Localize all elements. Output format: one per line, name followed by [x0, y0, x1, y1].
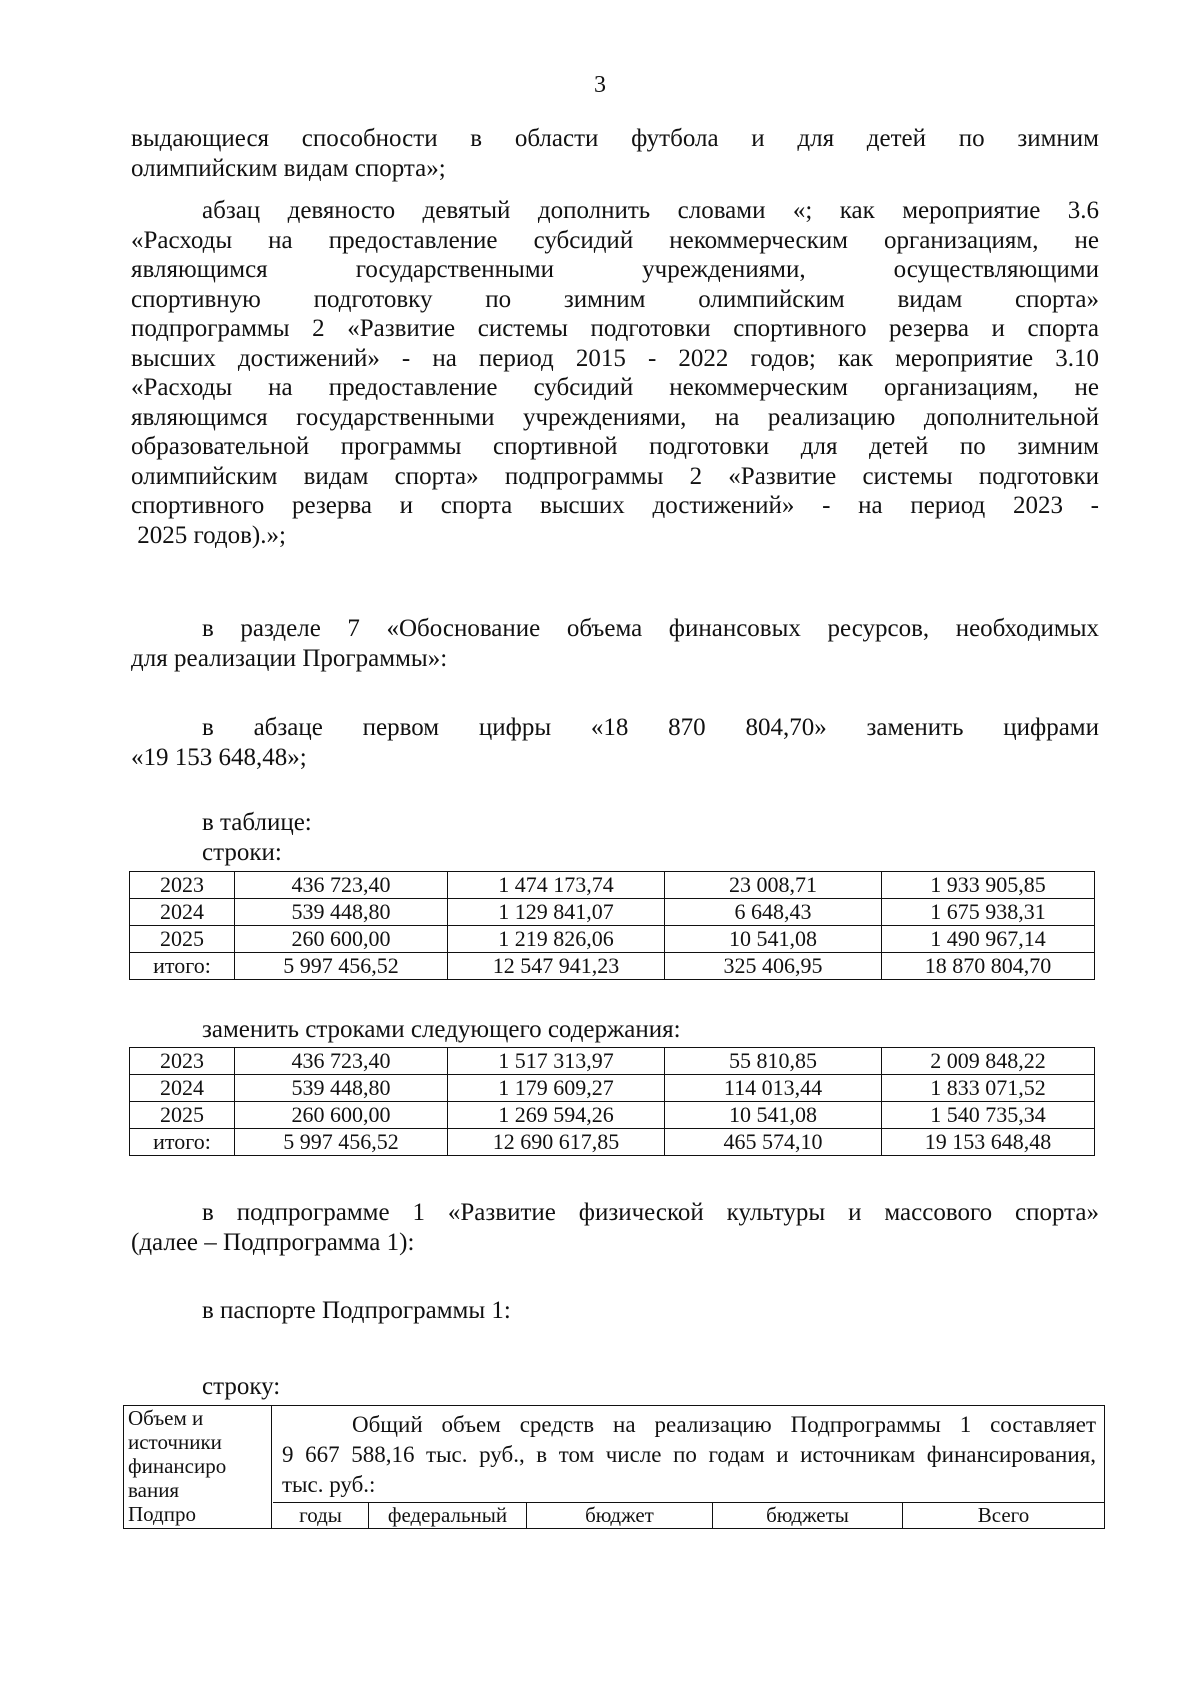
header-cell: федеральный [369, 1503, 527, 1529]
text-line: являющимся государственными учреждениями, на реализацию дополнительной [131, 403, 1099, 431]
table-cell: 1 219 826,06 [448, 926, 665, 953]
table-cell: 260 600,00 [235, 926, 448, 953]
header-cell: годы [273, 1503, 369, 1529]
text-line: финансиро [128, 1454, 227, 1478]
text-line: спортивного резерва и спорта высших достижений» - на период 2023 - [131, 492, 1099, 519]
table-cell: 2023 [130, 1048, 235, 1075]
passport-table [123, 1405, 1105, 1529]
table-row [130, 1075, 1095, 1102]
table-cell: 436 723,40 [235, 1048, 448, 1075]
row-label: строку: [202, 1373, 281, 1400]
table-cell: 10 541,08 [665, 926, 882, 953]
text-line: спортивную подготовку по зимним олимпийским видам спорта» [131, 285, 1099, 313]
table-cell: 2024 [130, 899, 235, 926]
text-line: являющимся государственными учреждениями, осуществляющими [131, 256, 1099, 283]
table-cell: 539 448,80 [235, 899, 448, 926]
header-cell: бюджет [527, 1503, 713, 1529]
table-cell: 10 541,08 [665, 1102, 882, 1129]
table-row [130, 1102, 1095, 1129]
table-cell: 2025 [130, 926, 235, 953]
text-line: вания [128, 1478, 180, 1502]
text-line: Общий объем средств на реализацию Подпрограммы 1 составляет [352, 1412, 1096, 1437]
replace-label: заменить строками следующего содержания: [202, 1016, 681, 1043]
table-row [130, 953, 1095, 980]
table-cell: 1 179 609,27 [448, 1075, 665, 1102]
table-cell: 23 008,71 [665, 872, 882, 899]
table-cell: 6 648,43 [665, 899, 882, 926]
text-line: «Расходы на предоставление субсидий некоммерческим организациям, не [131, 226, 1099, 254]
text-line: в подпрограмме 1 «Развитие физической культуры и массового спорта» [202, 1199, 1099, 1226]
table-cell: 18 870 804,70 [882, 953, 1095, 980]
table-row [130, 926, 1095, 953]
table-cell: 12 690 617,85 [448, 1129, 665, 1156]
table-cell: 12 547 941,23 [448, 953, 665, 980]
table-cell: 1 129 841,07 [448, 899, 665, 926]
table-cell: 5 997 456,52 [235, 953, 448, 980]
in-table-label: в таблице: [202, 809, 312, 836]
text-line: абзац девяносто девятый дополнить словами «; как мероприятие 3.6 [202, 197, 1099, 224]
passport-header-row [273, 1502, 1104, 1529]
text-line: Подпро [128, 1502, 196, 1526]
table-cell: 2024 [130, 1075, 235, 1102]
text-line: в абзаце первом цифры «18 870 804,70» заменить цифрами [202, 714, 1099, 741]
paragraph-4 [131, 713, 1099, 772]
table-cell: итого: [130, 953, 235, 980]
table-cell: 114 013,44 [665, 1075, 882, 1102]
paragraph-3 [131, 614, 1099, 673]
table-cell: 19 153 648,48 [882, 1129, 1095, 1156]
table-cell: 539 448,80 [235, 1075, 448, 1102]
text-line: «19 153 648,48»; [131, 743, 307, 771]
text-line: 9 667 588,16 тыс. руб., в том числе по годам и источникам финансирования, [282, 1442, 1096, 1467]
table-cell: 465 574,10 [665, 1129, 882, 1156]
paragraph-5 [131, 1198, 1099, 1257]
table-cell: 1 833 071,52 [882, 1075, 1095, 1102]
header-cell: бюджеты [713, 1503, 903, 1529]
table-cell: 1 675 938,31 [882, 899, 1095, 926]
new-rows-table [129, 1047, 1095, 1156]
passport-row-title [124, 1406, 272, 1528]
text-line: тыс. руб.: [282, 1472, 376, 1497]
paragraph-2 [131, 196, 1099, 550]
table-cell: 1 933 905,85 [882, 872, 1095, 899]
table-cell: 1 474 173,74 [448, 872, 665, 899]
table-row [130, 1048, 1095, 1075]
text-line: выдающиеся способности в области футбола и для детей по зимним [131, 125, 1099, 152]
table-cell: 1 517 313,97 [448, 1048, 665, 1075]
text-line: олимпийским видам спорта» подпрограммы 2 «Развитие системы подготовки [131, 462, 1099, 490]
table-cell: 1 490 967,14 [882, 926, 1095, 953]
table-cell: 1 269 594,26 [448, 1102, 665, 1129]
table-cell: 5 997 456,52 [235, 1129, 448, 1156]
page-number: 3 [594, 72, 606, 98]
text-line: олимпийским видам спорта»; [131, 154, 446, 182]
text-line: подпрограммы 2 «Развитие системы подготовки спортивного резерва и спорта [131, 315, 1099, 342]
table-cell: 2 009 848,22 [882, 1048, 1095, 1075]
text-line: образовательной программы спортивной подготовки для детей по зимним [131, 433, 1099, 460]
table-cell: 2023 [130, 872, 235, 899]
table-row [130, 899, 1095, 926]
table-cell: 260 600,00 [235, 1102, 448, 1129]
text-line: источники [128, 1430, 222, 1454]
table-cell: 55 810,85 [665, 1048, 882, 1075]
table-cell: 436 723,40 [235, 872, 448, 899]
rows-label: строки: [202, 839, 282, 866]
passport-description [282, 1410, 1096, 1500]
paragraph-6: в паспорте Подпрограммы 1: [202, 1297, 511, 1324]
text-line: для реализации Программы»: [131, 644, 448, 672]
text-line: в разделе 7 «Обоснование объема финансовых ресурсов, необходимых [202, 615, 1099, 642]
table-cell: 325 406,95 [665, 953, 882, 980]
old-rows-table [129, 871, 1095, 980]
table-cell: 2025 [130, 1102, 235, 1129]
text-line: «Расходы на предоставление субсидий некоммерческим организациям, не [131, 374, 1099, 401]
header-cell: Всего [977, 1503, 1030, 1527]
text-line: 2025 годов).»; [131, 521, 286, 549]
table-cell: 1 540 735,34 [882, 1102, 1095, 1129]
text-line: (далее – Подпрограмма 1): [131, 1228, 415, 1256]
table-row [130, 872, 1095, 899]
paragraph-1 [131, 124, 1099, 183]
text-line: высших достижений» - на период 2015 - 2022 годов; как мероприятие 3.10 [131, 344, 1099, 372]
text-line: Объем и [128, 1406, 204, 1430]
table-cell: итого: [130, 1129, 235, 1156]
table-row [130, 1129, 1095, 1156]
